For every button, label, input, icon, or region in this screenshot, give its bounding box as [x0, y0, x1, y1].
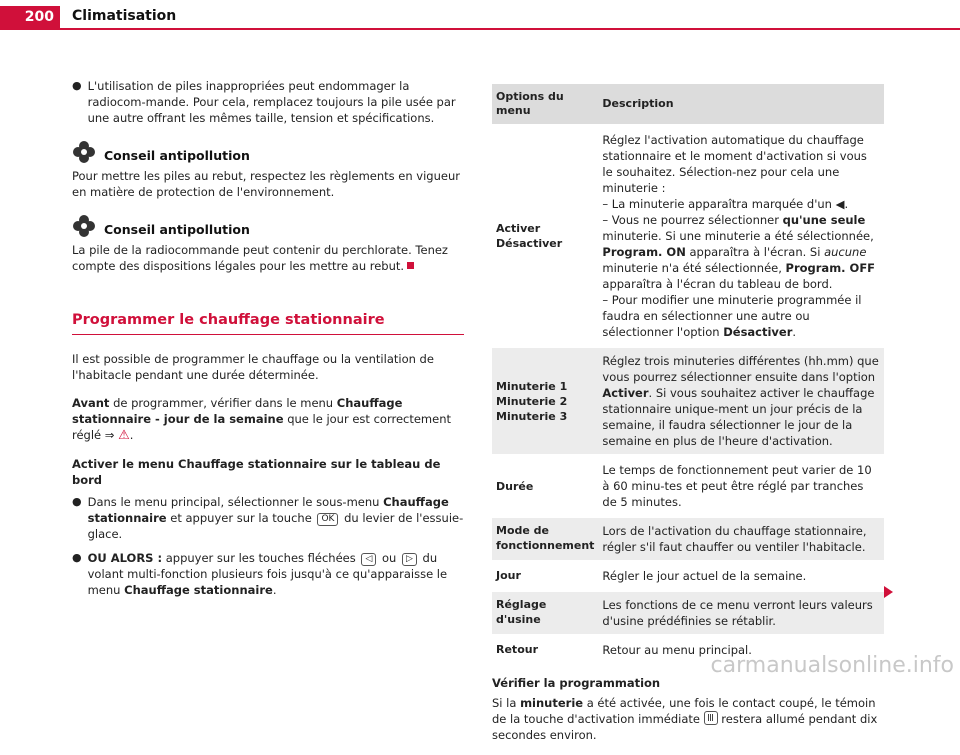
- text-part: apparaîtra à l'écran du tableau de bord.: [602, 277, 833, 291]
- eco-tip-title: Conseil antipollution: [104, 222, 250, 237]
- eco-tip-text: Pour mettre les piles au rebut, respectez les règlements en vigueur en matière de protection de l'environnement.: [72, 169, 460, 199]
- text-part: Réglez trois minuteries différentes (hh.mm) que vous pourrez sélectionner ensuite dans l'option: [602, 354, 879, 384]
- description-cell: Régler le jour actuel de la semaine.: [598, 562, 884, 591]
- text-part: apparaîtra à l'écran. Si: [685, 245, 825, 259]
- chapter-title: Climatisation: [72, 8, 177, 24]
- subheading: Vérifier la programmation: [492, 676, 661, 690]
- option-cell: Retour: [492, 636, 598, 664]
- verify-text: [492, 695, 884, 743]
- table-row: [492, 126, 884, 347]
- step-text-part: du volant multi-fonction plusieurs fois jusqu'à ce qu'apparaisse le menu: [87, 551, 448, 597]
- eco-tip-text: [72, 242, 464, 274]
- eco-tip-title: Conseil antipollution: [104, 148, 250, 163]
- text-part: . Si vous souhaitez activer le chauffage stationnaire unique-ment un jour précis de la semaine, il faudra sélectionner le jour de la semaine en plus de l'heure d'activation.: [602, 386, 875, 448]
- menu-options-table: [492, 84, 884, 663]
- description-cell: [598, 126, 884, 347]
- subheading: Activer le menu Chauffage stationnaire sur le tableau de bord: [72, 457, 441, 487]
- eco-tip-header: [72, 214, 464, 238]
- left-column: [72, 78, 464, 598]
- table-header-row: [492, 84, 884, 126]
- menu-reference: Chauffage stationnaire - jour de la semaine: [72, 396, 403, 426]
- menu-reference: Chauffage stationnaire: [87, 495, 449, 525]
- flower-icon: [72, 140, 96, 164]
- avant-text: que le jour est correctement réglé ⇒: [72, 412, 451, 442]
- option-cell: Durée: [492, 456, 598, 517]
- warning-icon: ⚠: [118, 428, 130, 443]
- text-part: – Pour modifier une minuterie programmée il faudra en sélectionner une autre ou sélectionner l'option: [602, 293, 862, 339]
- description-text: [602, 212, 880, 292]
- text-part: restera allumé pendant dix secondes environ.: [492, 712, 878, 742]
- option-cell: Réglage d'usine: [492, 591, 598, 636]
- step-text-part: ou: [378, 551, 400, 565]
- immediate-activation-key-icon: [704, 711, 718, 725]
- step-text-part: appuyer sur les touches fléchées: [162, 551, 360, 565]
- text-part: Activer: [602, 386, 649, 400]
- watermark: carmanualsonline.info: [710, 653, 954, 678]
- description-cell: Retour au menu principal.: [598, 636, 884, 664]
- arrow-right-key-icon: ▷: [402, 553, 417, 566]
- column-header-options: Options du menu: [492, 84, 598, 126]
- text-part: minuterie. Si une minuterie a été sélectionnée,: [602, 229, 874, 243]
- description-cell: Le temps de fonctionnement peut varier de 10 à 60 minu-tes et peut être réglé par tranches de 5 minutes.: [598, 456, 884, 517]
- eco-tip-body: La pile de la radiocommande peut contenir du perchlorate. Tenez compte des dispositions légales pour les mettre au rebut.: [72, 243, 448, 273]
- step-text-part: Dans le menu principal, sélectionner le sous-menu: [87, 495, 384, 509]
- description-text: – La minuterie apparaîtra marquée d'un ◀.: [602, 197, 849, 211]
- table-row: [492, 347, 884, 456]
- page-header: [0, 0, 960, 34]
- text-part: a été activée, une fois le contact coupé, le témoin de la touche d'activation immédiate: [492, 696, 876, 726]
- option-cell: Mode de fonctionnement: [492, 517, 598, 562]
- description-cell: Les fonctions de ce menu verront leurs valeurs d'usine prédéfinies se rétablir.: [598, 591, 884, 636]
- step-text-part: et appuyer sur la touche: [166, 511, 316, 525]
- next-page-arrow-icon: [884, 586, 893, 598]
- avant-text: de programmer, vérifier dans le menu: [109, 396, 337, 410]
- option-cell: Jour: [492, 562, 598, 591]
- description-text: [602, 292, 880, 340]
- text-part: Si la: [492, 696, 521, 710]
- table-row: [492, 456, 884, 517]
- text-part: qu'une seule: [782, 213, 866, 227]
- text-part: .: [792, 325, 797, 339]
- battery-warning-text: L'utilisation de piles inappropriées peut endommager la radiocom-mande. Pour cela, remplacez toujours la pile usée par une autre offrant les mêmes taille, tension et spécifications.: [87, 79, 456, 125]
- end-marker-icon: [407, 262, 414, 269]
- avant-paragraph: Avant de programmer, vérifier dans le menu Chauffage stationnaire - jour de la semaine que le jour est correctement réglé ⇒ ⚠.: [72, 396, 451, 443]
- table-row: [492, 591, 884, 636]
- text-part: Program. ON: [602, 245, 686, 259]
- header-rule: [0, 28, 960, 30]
- list-item: [72, 550, 464, 598]
- table-row: [492, 562, 884, 591]
- list-item: [72, 78, 464, 126]
- menu-reference: Chauffage stationnaire: [124, 583, 273, 597]
- flower-icon: [72, 214, 96, 238]
- text-part: Désactiver: [723, 325, 793, 339]
- text-part: minuterie: [520, 696, 584, 710]
- text-part: aucune: [824, 245, 867, 259]
- avant-label: Avant: [72, 396, 110, 410]
- table-row: [492, 517, 884, 562]
- section-title: Programmer le chauffage stationnaire: [72, 312, 464, 335]
- bullet-icon: ●: [72, 551, 82, 564]
- text-part: minuterie n'a été sélectionnée,: [602, 261, 786, 275]
- description-cell: Lors de l'activation du chauffage stationnaire, régler s'il faut chauffer ou ventiler l'habitacle.: [598, 517, 884, 562]
- column-header-description: Description: [598, 84, 884, 126]
- bullet-icon: ●: [72, 495, 82, 508]
- step-text-part: du levier de l'essuie-glace.: [87, 511, 464, 541]
- description-text: Réglez l'activation automatique du chauffage stationnaire et le moment d'activation si vous le souhaitez. Sélection-nez pour cela une minuterie :: [602, 133, 867, 195]
- text-part: – Vous ne pourrez sélectionner: [602, 213, 783, 227]
- ok-key-icon: OK: [317, 513, 338, 526]
- text-part: Program. OFF: [785, 261, 876, 275]
- arrow-left-key-icon: ◁: [361, 553, 376, 566]
- description-cell: [598, 347, 884, 456]
- step-label: OU ALORS :: [87, 551, 163, 565]
- step-text: [88, 550, 464, 598]
- list-item: [72, 494, 464, 542]
- step-text: [88, 494, 464, 542]
- intro-text: Il est possible de programmer le chauffage ou la ventilation de l'habitacle pendant une durée déterminée.: [72, 352, 434, 382]
- step-text-part: .: [272, 583, 277, 597]
- option-cell: Activer Désactiver: [492, 126, 598, 347]
- bullet-icon: ●: [72, 79, 82, 92]
- page-number: 200: [0, 6, 60, 28]
- option-cell: Minuterie 1 Minuterie 2 Minuterie 3: [492, 347, 598, 456]
- eco-tip-header: [72, 140, 464, 164]
